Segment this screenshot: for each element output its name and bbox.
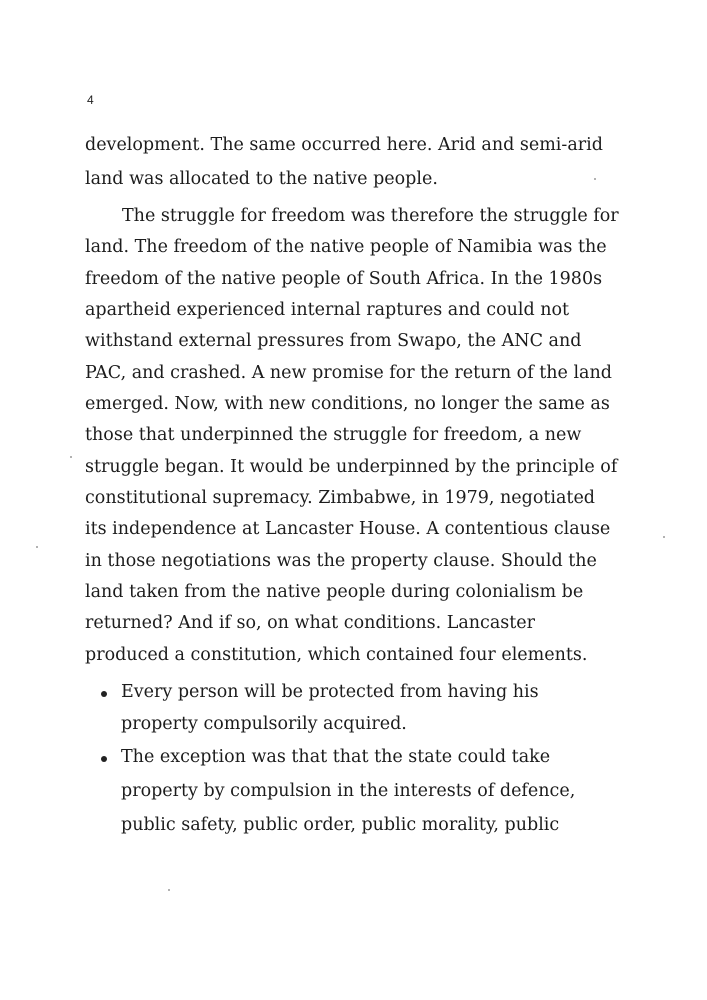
paragraph-1-line: land was allocated to the native people. <box>85 169 438 189</box>
paragraph-2-line: land. The freedom of the native people of Namibia was the <box>85 237 607 257</box>
paragraph-2-line: those that underpinned the struggle for freedom, a new <box>85 425 582 445</box>
bullet-line: property compulsorily acquired. <box>121 714 407 734</box>
paragraph-2-line: returned? And if so, on what conditions. Lancaster <box>85 613 536 633</box>
paragraph-2-line: in those negotiations was the property clause. Should the <box>85 551 597 571</box>
paragraph-2-line: apartheid experienced internal raptures and could not <box>85 300 570 320</box>
scan-speck <box>663 536 665 538</box>
paragraph-1-line: development. The same occurred here. Arid and semi-arid <box>85 135 603 155</box>
paragraph-2-line: struggle began. It would be underpinned by the principle of <box>85 457 618 477</box>
paragraph-2-line: The struggle for freedom was therefore the struggle for <box>122 206 619 226</box>
bullet-line: Every person will be protected from having his <box>121 682 539 702</box>
bullet-dot <box>101 756 107 762</box>
bullet-line: property by compulsion in the interests of defence, <box>121 781 576 801</box>
paragraph-2-line: freedom of the native people of South Africa. In the 1980s <box>85 269 603 289</box>
page-number: 4 <box>87 93 94 107</box>
paragraph-2-line: land taken from the native people during colonialism be <box>85 582 584 602</box>
scan-speck <box>36 546 38 548</box>
paragraph-2-line: its independence at Lancaster House. A contentious clause <box>85 519 611 539</box>
paragraph-2-line: constitutional supremacy. Zimbabwe, in 1979, negotiated <box>85 488 596 508</box>
scan-speck <box>168 889 170 891</box>
scan-speck <box>594 178 596 180</box>
bullet-line: public safety, public order, public morality, public <box>121 815 560 835</box>
paragraph-2-line: emerged. Now, with new conditions, no longer the same as <box>85 394 610 414</box>
paragraph-2-line: produced a constitution, which contained four elements. <box>85 645 588 665</box>
scan-speck <box>70 456 72 458</box>
bullet-dot <box>101 691 107 697</box>
paragraph-2-line: PAC, and crashed. A new promise for the return of the land <box>85 363 612 383</box>
paragraph-2-line: withstand external pressures from Swapo, the ANC and <box>85 331 582 351</box>
bullet-line: The exception was that that the state could take <box>121 747 551 767</box>
